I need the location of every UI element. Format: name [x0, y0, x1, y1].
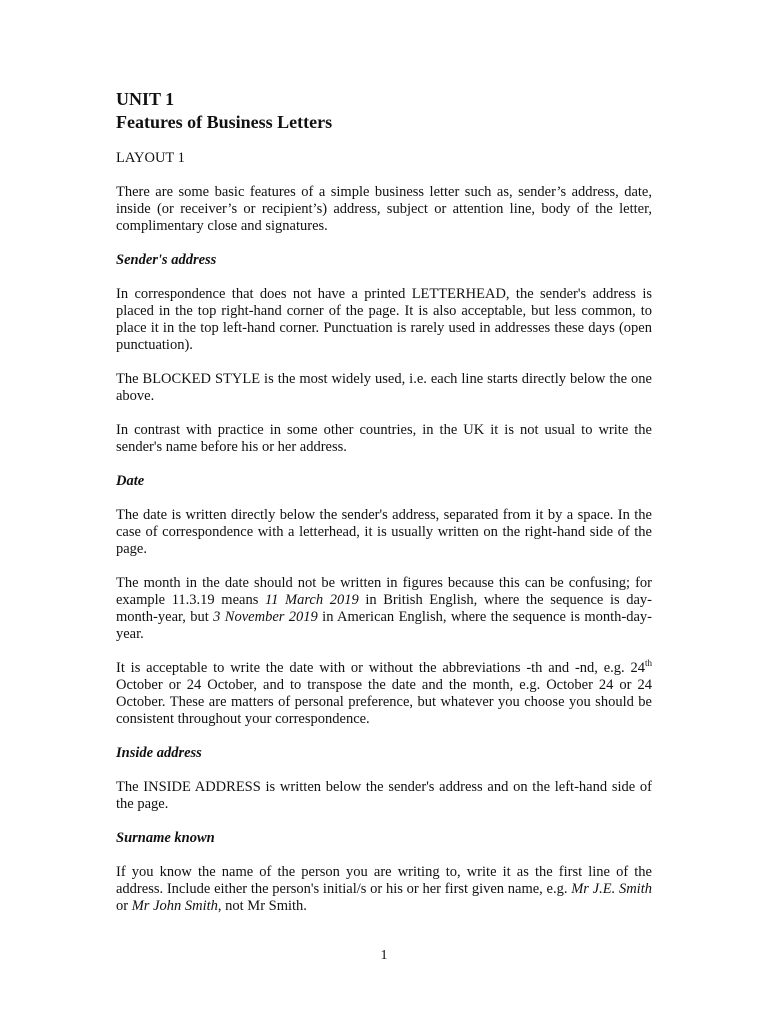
surname-p1-text-e: , not Mr Smith. — [217, 898, 307, 914]
date-example-british: 11 March 2019 — [264, 592, 359, 608]
surname-p1-text-c: or — [116, 898, 132, 914]
unit-subtitle: Features of Business Letters — [116, 112, 333, 132]
date-p3-text-a: It is acceptable to write the date with or without the abbreviations -th and -nd, e.g. 24 — [116, 660, 645, 676]
document-page — [116, 88, 652, 932]
section-heading-inside-address: Inside address — [116, 745, 202, 761]
date-p2-text-c: in British English, where the sequence is day-month-year, but — [116, 592, 652, 625]
page-number: 1 — [380, 948, 388, 963]
section-heading-senders-address: Sender's address — [116, 252, 217, 268]
surname-known-paragraph-1 — [116, 864, 652, 915]
section-heading-surname-known: Surname known — [116, 830, 215, 846]
name-example-initials: Mr J.E. Smith — [571, 881, 652, 897]
date-p2-text-a: The month in the date should not be written in figures because this can be confusing; for example 11.3.19 means — [116, 575, 652, 608]
date-ordinal-suffix: th — [644, 658, 652, 668]
date-p3-text-b: October or 24 October, and to transpose the date and the month, e.g. October 24 or 24 October. These are matters of personal preference, but whatever you choose you should be consistent throughout your correspondence. — [116, 677, 652, 727]
senders-address-paragraph-3: In contrast with practice in some other countries, in the UK it is not usual to write the sender's name before his or her address. — [116, 422, 652, 455]
date-paragraph-3 — [116, 660, 652, 728]
date-p2-text-e: in American English, where the sequence is month-day-year. — [116, 609, 652, 642]
inside-address-paragraph-1: The INSIDE ADDRESS is written below the sender's address and on the left-hand side of the page. — [116, 779, 652, 812]
senders-address-paragraph-2: The BLOCKED STYLE is the most widely used, i.e. each line starts directly below the one above. — [116, 371, 652, 404]
section-heading-date: Date — [116, 473, 145, 489]
intro-paragraph: There are some basic features of a simple business letter such as, sender’s address, date, inside (or receiver’s or recipient’s) address, subject or attention line, body of the letter, complimentary close and signatures. — [116, 184, 652, 234]
senders-address-paragraph-1: In correspondence that does not have a printed LETTERHEAD, the sender's address is placed in the top right-hand corner of the page. It is also acceptable, but less common, to place it in the top left-hand corner. Punctuation is rarely used in addresses these days (open punctuation). — [116, 286, 652, 353]
surname-p1-text-a: If you know the name of the person you are writing to, write it as the first line of the address. Include either the person's initial/s or his or her first given name, e.g. — [116, 864, 652, 897]
date-example-american: 3 November 2019 — [213, 609, 318, 625]
layout-label: LAYOUT 1 — [116, 150, 185, 166]
date-paragraph-2 — [116, 575, 652, 643]
date-paragraph-1: The date is written directly below the sender's address, separated from it by a space. In the case of correspondence with a letterhead, it is usually written on the right-hand side of the page. — [116, 507, 652, 557]
name-example-full: Mr John Smith — [131, 898, 218, 914]
unit-title: UNIT 1 — [116, 89, 175, 109]
